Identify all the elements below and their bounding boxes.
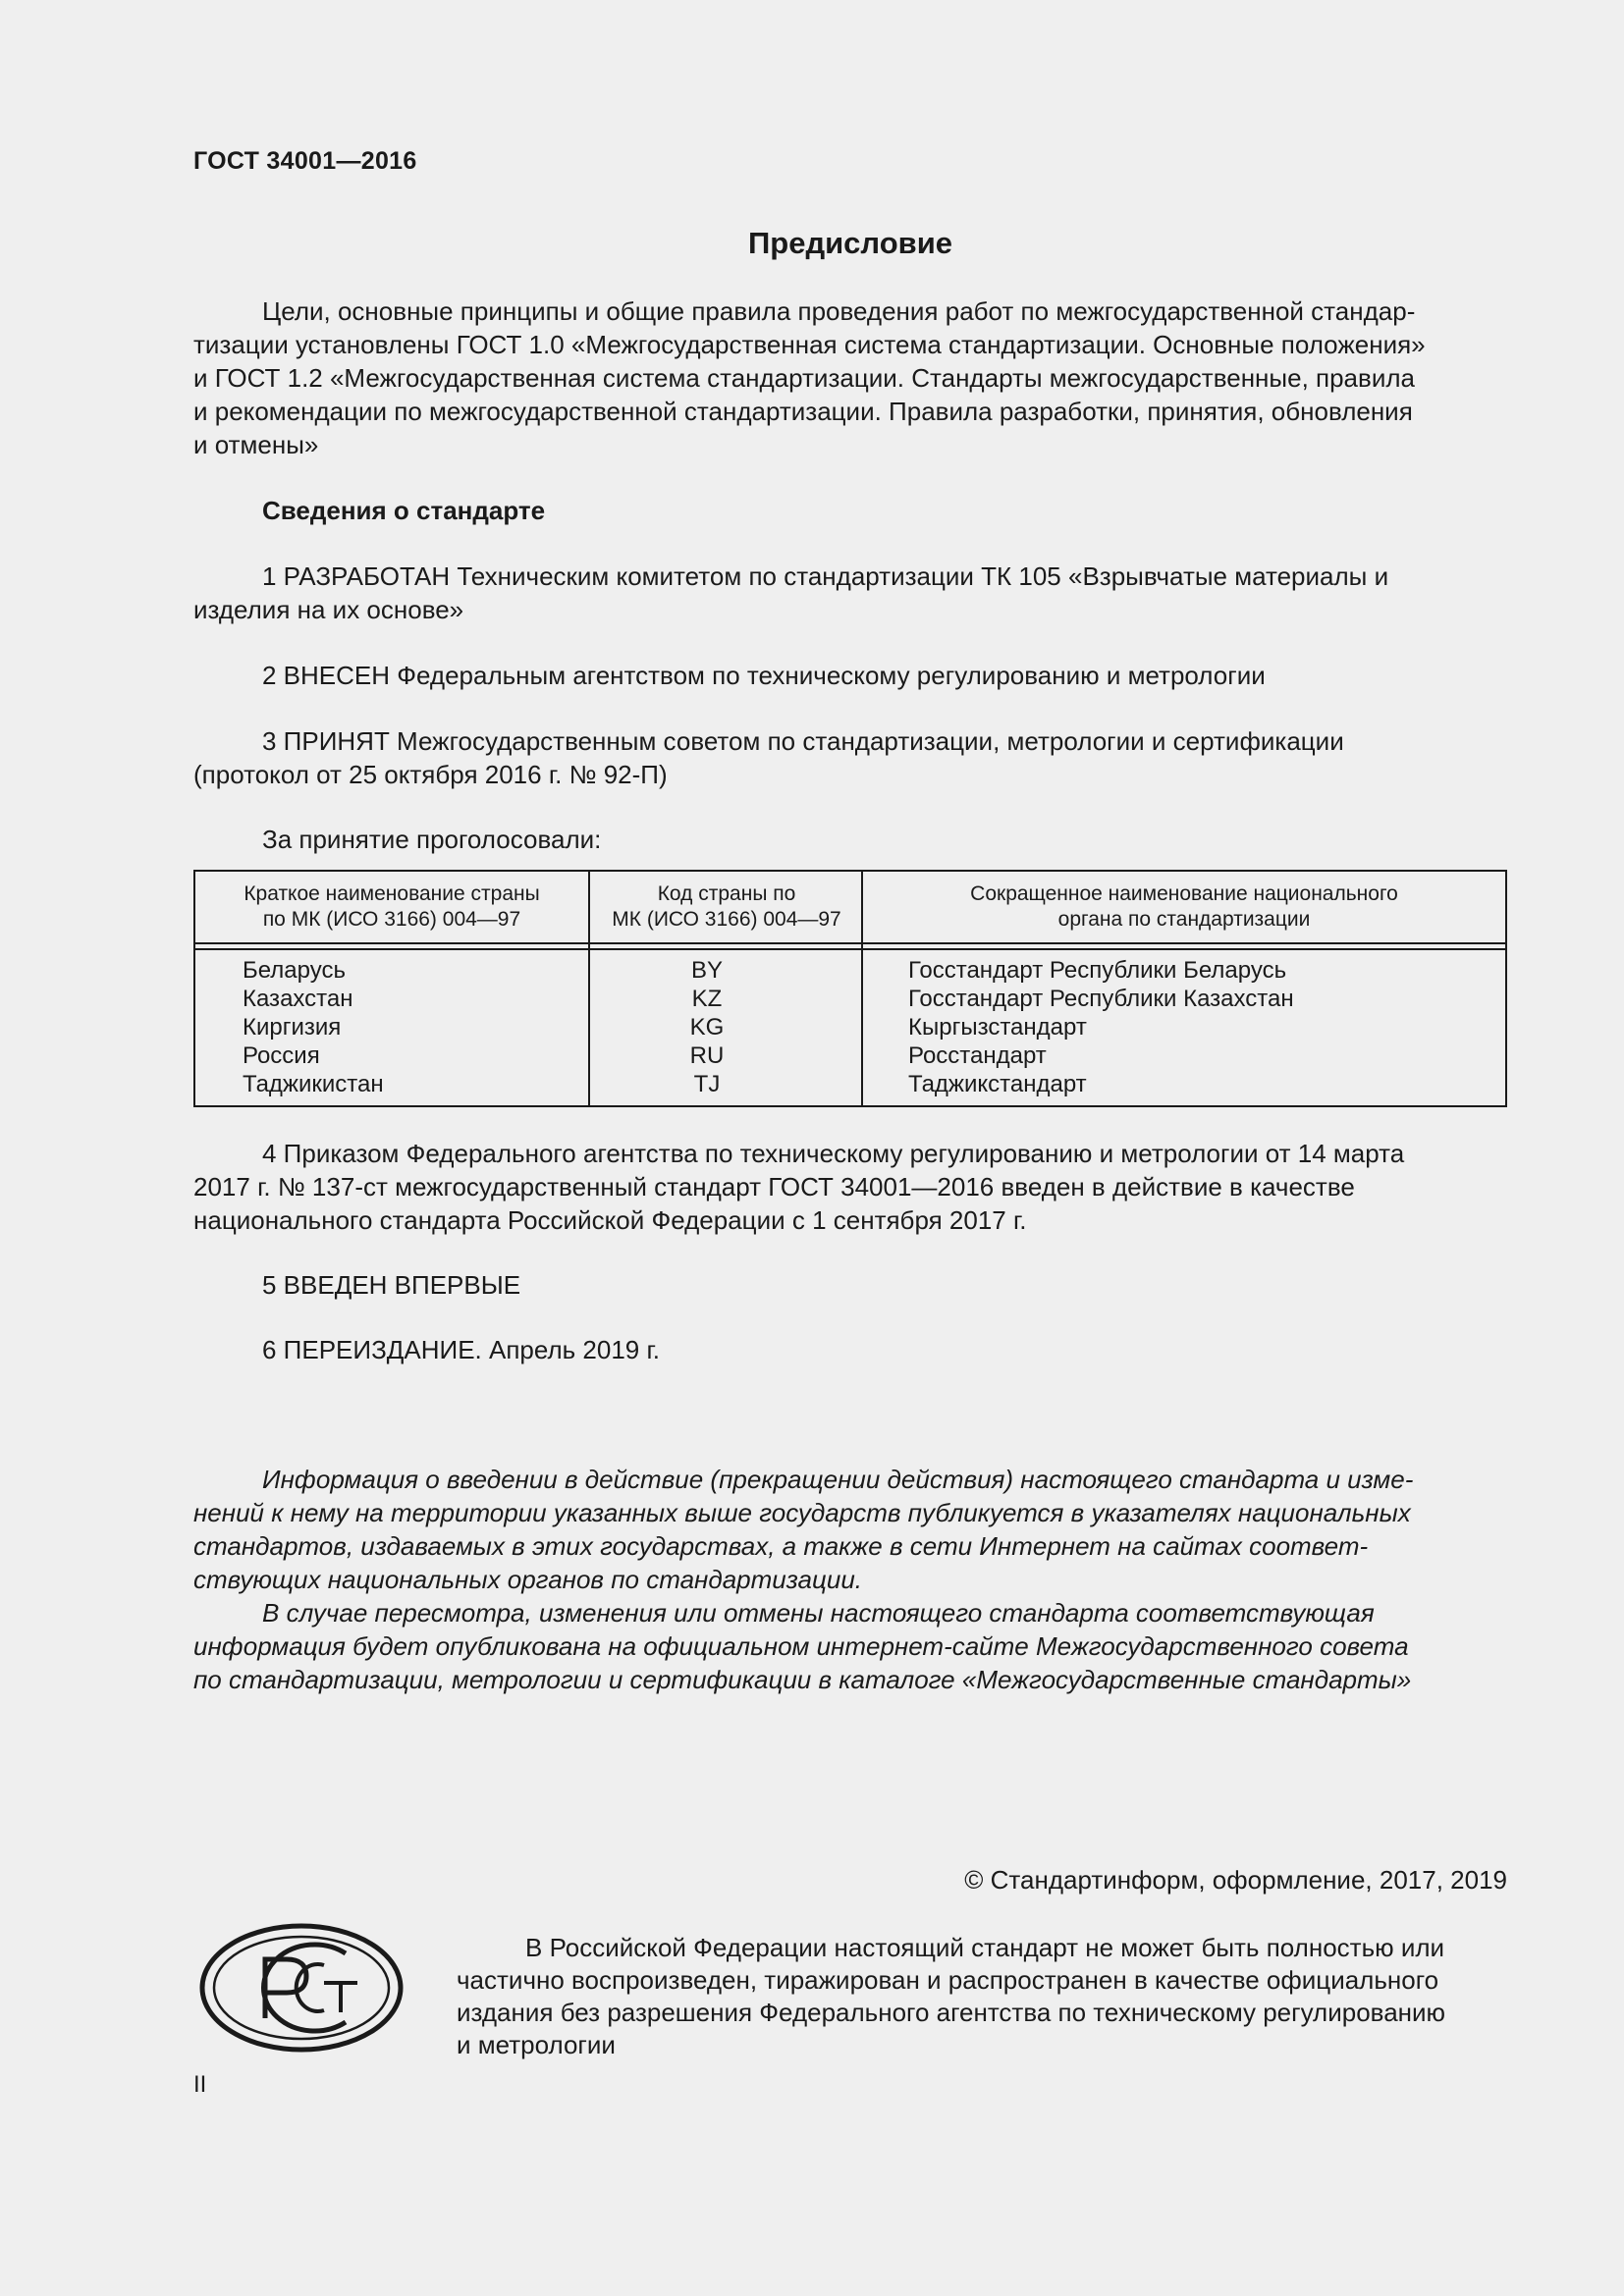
item-5: 5 ВВЕДЕН ВПЕРВЫЕ — [262, 1270, 521, 1300]
header-line: Сокращенное наименование национального — [970, 882, 1398, 905]
table-cell-code: KG — [689, 1014, 725, 1041]
country-list — [195, 956, 588, 1098]
table-header-cell — [863, 881, 1505, 933]
header-line: МК (ИСО 3166) 004—97 — [612, 908, 841, 931]
header-line: Код страны по — [657, 882, 796, 905]
table-column-country — [195, 872, 588, 1105]
table-cell-body: Госстандарт Республики Казахстан — [908, 986, 1294, 1012]
notice-line: нений к нему на территории указанных выше государств публикуется в указателях национальных — [193, 1498, 1411, 1527]
table-column-code — [588, 872, 863, 1105]
table-cell-country: Таджикистан — [243, 1071, 384, 1097]
item-2: 2 ВНЕСЕН Федеральным агентством по техническому регулированию и метрологии — [262, 661, 1266, 690]
intro-line: и ГОСТ 1.2 «Межгосударственная система стандартизации. Стандарты межгосударственные, правила — [193, 363, 1415, 393]
notice-line: ствующих национальных органов по стандартизации. — [193, 1565, 863, 1594]
rights-line: В Российской Федерации настоящий стандарт не может быть полностью или — [525, 1933, 1445, 1962]
page-number: II — [193, 2071, 207, 2098]
notice-line: В случае пересмотра, изменения или отмены настоящего стандарта соответствующая — [262, 1598, 1375, 1628]
code-list — [590, 956, 863, 1098]
table-cell-country: Киргизия — [243, 1014, 342, 1041]
notice-line: стандартов, издаваемых в этих государствах, а также в сети Интернет на сайтах соответ- — [193, 1531, 1369, 1561]
table-column-body — [861, 872, 1505, 1105]
item-line: 4 Приказом Федерального агентства по техническому регулированию и метрологии от 14 марта — [262, 1139, 1405, 1168]
item-line: изделия на их основе» — [193, 595, 464, 624]
header-line: по МК (ИСО 3166) 004—97 — [262, 908, 521, 931]
voted-label: За принятие проголосовали: — [262, 825, 602, 854]
rst-certification-mark-icon — [198, 1922, 405, 2055]
table-cell-code: KZ — [691, 986, 723, 1012]
table-cell-body: Кыргызстандарт — [908, 1014, 1087, 1041]
table-cell-body: Таджикстандарт — [908, 1071, 1087, 1097]
intro-line: и рекомендации по межгосударственной стандартизации. Правила разработки, принятия, обновления — [193, 397, 1413, 426]
header-line: органа по стандартизации — [1057, 908, 1311, 931]
item-line: 2017 г. № 137-ст межгосударственный стандарт ГОСТ 34001—2016 введен в действие в качестве — [193, 1172, 1355, 1201]
intro-line: Цели, основные принципы и общие правила проведения работ по межгосударственной стандар- — [262, 296, 1416, 326]
table-cell-country: Россия — [243, 1042, 320, 1069]
intro-line: и отмены» — [193, 430, 319, 459]
item-line: 1 РАЗРАБОТАН Техническим комитетом по стандартизации ТК 105 «Взрывчатые материалы и — [262, 561, 1389, 591]
table-cell-body: Росстандарт — [908, 1042, 1047, 1069]
table-cell-code: TJ — [693, 1071, 721, 1097]
notice-line: информация будет опубликована на официальном интернет-сайте Межгосударственного совета — [193, 1631, 1409, 1661]
table-cell-code: RU — [689, 1042, 725, 1069]
page-title: Предисловие — [747, 226, 952, 260]
table-cell-code: BY — [690, 957, 723, 984]
item-line: (протокол от 25 октября 2016 г. № 92-П) — [193, 760, 668, 789]
header-line: Краткое наименование страны — [244, 882, 540, 905]
table-cell-body: Госстандарт Республики Беларусь — [908, 957, 1287, 984]
copyright-notice: © Стандартинформ, оформление, 2017, 2019 — [964, 1865, 1507, 1895]
table-header-cell — [195, 881, 588, 933]
body-list — [863, 956, 1505, 1098]
section-heading: Сведения о стандарте — [262, 496, 546, 525]
rights-notice — [457, 1932, 1507, 2061]
item-line: национального стандарта Российской Федерации с 1 сентября 2017 г. — [193, 1205, 1027, 1235]
table-cell-country: Казахстан — [243, 986, 353, 1012]
notice-line: по стандартизации, метрологии и сертификации в каталоге «Межгосударственные стандарты» — [193, 1665, 1412, 1694]
rights-line: и метрологии — [457, 2030, 616, 2059]
table-cell-country: Беларусь — [243, 957, 346, 984]
table-header-divider — [195, 948, 1505, 950]
intro-line: тизации установлены ГОСТ 1.0 «Межгосударственная система стандартизации. Основные положения» — [193, 330, 1426, 359]
rights-line: издания без разрешения Федерального агентства по техническому регулированию — [457, 1998, 1446, 2027]
table-header-cell — [590, 881, 863, 933]
document-code: ГОСТ 34001—2016 — [193, 147, 417, 175]
notice-line: Информация о введении в действие (прекращении действия) настоящего стандарта и изме- — [262, 1465, 1414, 1494]
rights-line: частично воспроизведен, тиражирован и распространен в качестве официального — [457, 1965, 1439, 1995]
voting-table — [193, 870, 1507, 1107]
table-header-divider — [195, 942, 1505, 944]
item-line: 3 ПРИНЯТ Межгосударственным советом по стандартизации, метрологии и сертификации — [262, 726, 1344, 756]
item-6: 6 ПЕРЕИЗДАНИЕ. Апрель 2019 г. — [262, 1335, 661, 1364]
